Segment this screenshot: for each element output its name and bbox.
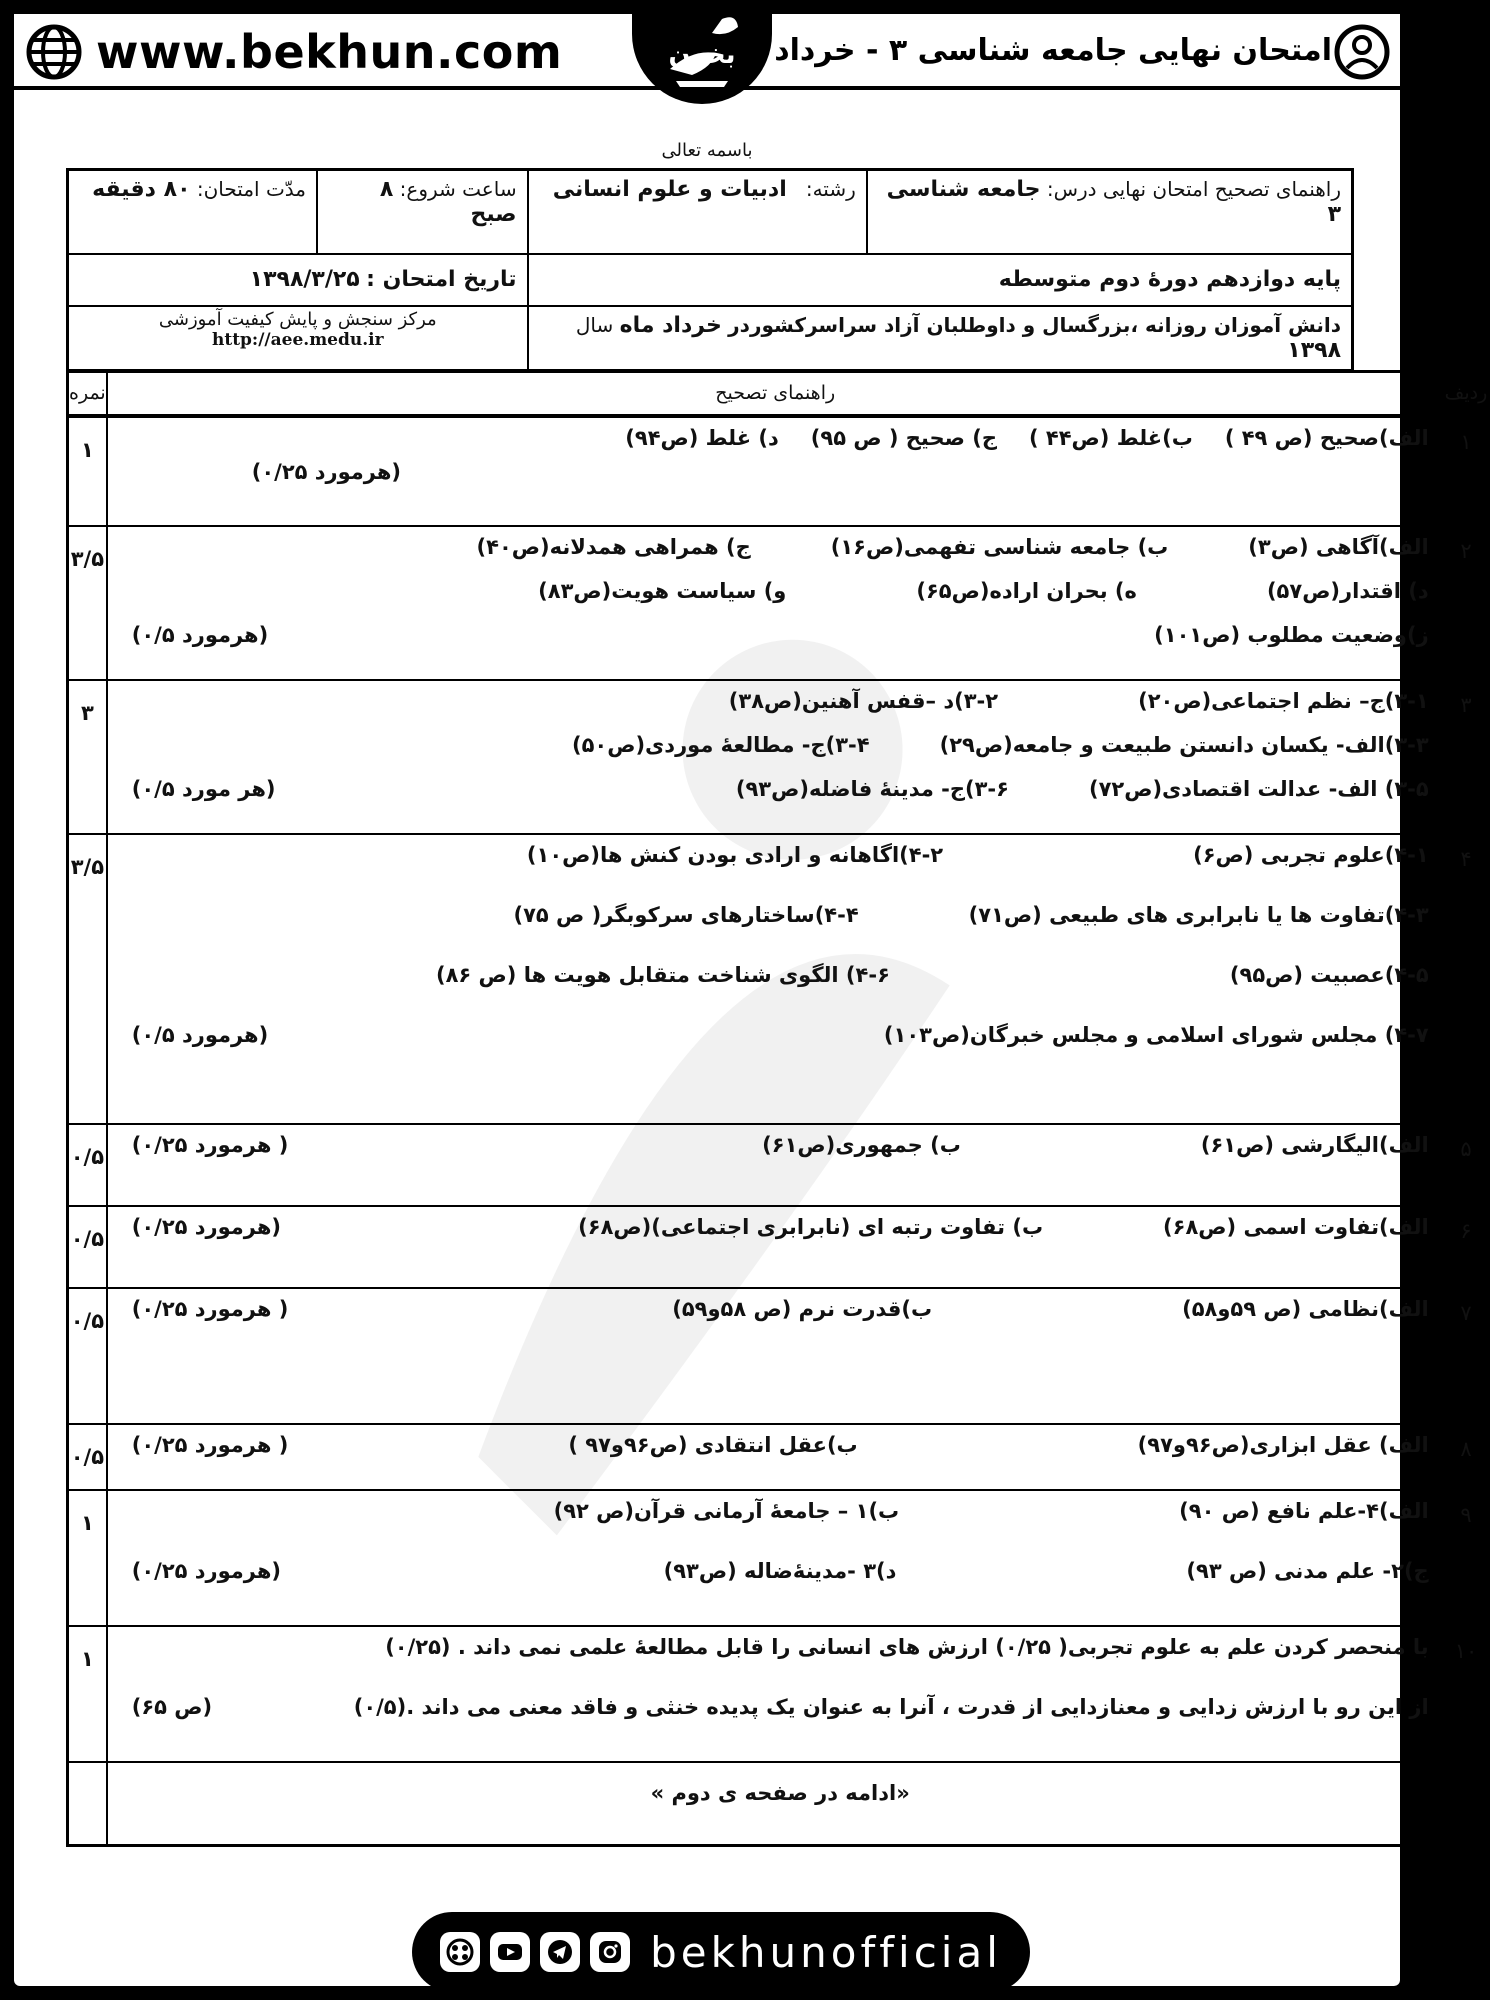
question-number: ۶ <box>1444 1206 1489 1288</box>
answer-cell <box>107 1626 1444 1762</box>
audience-month: خرداد ماه <box>619 312 722 338</box>
answer-item: الف)صحیح (ص ۴۹ ) <box>1224 425 1429 450</box>
header-score: نمره <box>68 372 107 416</box>
question-score: ۳/۵ <box>68 526 107 680</box>
header-row: ردیف <box>1444 372 1489 416</box>
answer-key-table <box>66 370 1490 1847</box>
continued-row <box>68 1762 1489 1846</box>
instagram-icon[interactable] <box>590 1932 630 1972</box>
question-score: ۱ <box>68 1490 107 1626</box>
question-row <box>68 1206 1489 1288</box>
audience-year: ۱۳۹۸ <box>1287 337 1341 363</box>
date-label: تاریخ امتحان : <box>366 267 517 292</box>
answer-item: د) غلط (ص۹۴) <box>625 425 779 450</box>
answer-item: ۴-۶) الگوی شناخت متقابل هویت ها (ص ۸۶) <box>435 962 890 987</box>
question-score: ۰/۵ <box>68 1424 107 1490</box>
answer-item: ۴-۳)تفاوت ها یا نابرابری های طبیعی (ص۷۱) <box>968 902 1429 927</box>
question-row <box>68 416 1489 526</box>
score-note: (هرمورد ۰/۵) <box>131 1022 269 1047</box>
answer-item: ۳-۲)د –قفس آهنین(ص۳۸) <box>728 688 999 713</box>
duration-value: ۸۰ دقیقه <box>92 177 191 202</box>
grade-text: پایه دوازدهم دورهٔ دوم متوسطه <box>998 267 1341 292</box>
answer-item: ۴-۱)علوم تجربی (ص۶) <box>1193 842 1429 867</box>
answer-item: ب)غلط (ص۴۴ ) <box>1028 425 1193 450</box>
question-number: ۹ <box>1444 1490 1489 1626</box>
site-link[interactable] <box>26 22 562 82</box>
question-number: ۱ <box>1444 416 1489 526</box>
answer-item: ب) تفاوت رتبه ای (نابرابری اجتماعی)(ص۶۸) <box>578 1214 1044 1239</box>
answer-item: ج) صحیح ( ص ۹۵) <box>810 425 997 450</box>
question-row <box>68 1288 1489 1424</box>
answer-item: و) سیاست هویت(ص۸۳) <box>538 578 787 603</box>
score-note: (هر مورد ۰/۵) <box>131 776 276 801</box>
question-number: ۴ <box>1444 834 1489 1124</box>
answer-cell <box>107 526 1444 680</box>
question-number: ۲ <box>1444 526 1489 680</box>
header-bar <box>14 14 1400 90</box>
field-cell <box>528 170 867 254</box>
answer-cell <box>107 1206 1444 1288</box>
question-number: ۳ <box>1444 680 1489 834</box>
question-number: ۱۰ <box>1444 1626 1489 1762</box>
answer-item: ۳-۴)ج- مطالعۀ موردی(ص۵۰) <box>571 732 870 757</box>
answer-item: ۳-۳)الف- یکسان دانستن طبیعت و جامعه(ص۲۹) <box>939 732 1429 757</box>
answer-cell <box>107 1124 1444 1206</box>
question-number: ۸ <box>1444 1424 1489 1490</box>
answer-item: ۴-۴)ساختارهای سرکوبگر( ص ۷۵) <box>513 902 859 927</box>
answer-item: الف)الیگارشی (ص۶۱) <box>1200 1132 1429 1157</box>
question-number: ۷ <box>1444 1288 1489 1424</box>
score-note: ( هرمورد ۰/۲۵) <box>131 1296 289 1321</box>
course-label: راهنمای تصحیح امتحان نهایی درس: <box>1046 177 1341 201</box>
basmala: باسمه تعالی <box>661 140 753 161</box>
duration-label: مدّت امتحان: <box>196 177 306 201</box>
answer-item: ج)۲- علم مدنی (ص ۹۳) <box>1186 1558 1429 1583</box>
center-cell <box>68 306 528 371</box>
answer-cell <box>107 834 1444 1124</box>
question-row <box>68 680 1489 834</box>
question-number: ۵ <box>1444 1124 1489 1206</box>
answer-item: الف)تفاوت اسمی (ص۶۸) <box>1163 1214 1429 1239</box>
answer-item: الف)نظامی (ص ۵۹و۵۸) <box>1182 1296 1429 1321</box>
exam-info-table <box>66 168 1354 372</box>
answer-item: الف)آگاهی (ص۳) <box>1248 534 1429 559</box>
answer-item: الف)۴-علم نافع (ص ۹۰) <box>1179 1498 1429 1523</box>
answer-item: د) اقتدار(ص۵۷) <box>1266 578 1429 603</box>
answer-item: ب)قدرت نرم (ص ۵۸و۵۹) <box>672 1296 933 1321</box>
telegram-icon[interactable] <box>540 1932 580 1972</box>
user-icon <box>1334 24 1390 80</box>
question-score: ۳ <box>68 680 107 834</box>
social-handle[interactable]: bekhunofficial <box>650 1927 1002 1977</box>
question-score: ۳/۵ <box>68 834 107 1124</box>
score-note: (هرمورد ۰/۲۵) <box>131 1214 282 1239</box>
answer-item: ۴-۲)اگاهانه و ارادی بودن کنش ها(ص۱۰) <box>526 842 944 867</box>
question-score: ۱ <box>68 1626 107 1762</box>
answer-text: با منحصر کردن علم به علوم تجربی( ۰/۲۵) ارزش های انسانی را قابل مطالعۀ علمی نمی داند . (۰/۲۵) <box>385 1634 1429 1659</box>
field-value: ادبیات و علوم انسانی <box>552 177 787 202</box>
date-cell <box>68 254 528 306</box>
answer-text: از این رو با ارزش زدایی و معنازدایی از قدرت ، آنرا به عنوان یک پدیده خنثی و فاقد معنی می داند .(۰/۵) <box>353 1694 1429 1719</box>
answer-cell <box>107 1424 1444 1490</box>
answer-cell <box>107 1490 1444 1626</box>
question-row <box>68 526 1489 680</box>
question-score: ۰/۵ <box>68 1288 107 1424</box>
score-note: (هرمورد ۰/۲۵) <box>131 1558 282 1583</box>
answer-item: ه) بحران اراده(ص۶۵) <box>916 578 1137 603</box>
answer-sheet <box>14 14 1488 1986</box>
answer-item: ب)۱ – جامعۀ آرمانی قرآن(ص ۹۲) <box>553 1498 900 1523</box>
answer-item: ب)عقل انتقادی (ص۹۶و۹۷ ) <box>568 1432 858 1457</box>
answer-item: ۴-۵)عصبیت (ص۹۵) <box>1229 962 1429 987</box>
center-name: مرکز سنجش و پایش کیفیت آموزشی <box>158 308 437 330</box>
score-note: (هرمورد ۰/۲۵) <box>251 459 402 484</box>
question-row <box>68 1626 1489 1762</box>
start-value: ۸ صبح <box>379 177 517 227</box>
field-label: رشته: <box>805 177 856 201</box>
logo-text: بخون <box>668 40 736 70</box>
answer-cell <box>107 680 1444 834</box>
aparat-icon[interactable] <box>440 1932 480 1972</box>
start-time-cell <box>317 170 528 254</box>
page-reference: (ص ۶۵) <box>131 1694 213 1719</box>
audience-cell <box>528 306 1353 371</box>
audience-year-label: سال <box>575 312 614 337</box>
answer-item: د)۳ -مدینۀضاله (ص۹۳) <box>663 1558 897 1583</box>
answer-item: ز)وضعیت مطلوب (ص۱۰۱) <box>1154 622 1429 647</box>
answer-item: ۴-۷) مجلس شورای اسلامی و مجلس خبرگان(ص۱۰۳) <box>883 1022 1429 1047</box>
score-note: (هرمورد ۰/۵) <box>131 622 269 647</box>
exam-title: امتحان نهایی جامعه شناسی ۳ - خرداد ۹۸ <box>727 33 1332 68</box>
course-cell <box>867 170 1353 254</box>
answer-item: ج) همراهی همدلانه(ص۴۰) <box>476 534 751 559</box>
answer-item: ب) جامعه شناسی تفهمی(ص۱۶) <box>830 534 1169 559</box>
globe-icon <box>26 24 82 80</box>
start-label: ساعت شروع: <box>399 177 517 201</box>
question-row <box>68 1424 1489 1490</box>
score-note: ( هرمورد ۰/۲۵) <box>131 1432 289 1457</box>
audience-text: دانش آموزان روزانه ،بزرگسال و داوطلبان آزاد سراسرکشوردر <box>728 312 1341 337</box>
answer-item: الف) عقل ابزاری(ص۹۶و۹۷) <box>1137 1432 1429 1457</box>
question-score: ۰/۵ <box>68 1124 107 1206</box>
course-value: جامعه شناسی ۳ <box>886 177 1341 227</box>
site-url[interactable]: www.bekhun.com <box>96 25 563 79</box>
grade-cell <box>528 254 1353 306</box>
answer-cell <box>107 416 1444 526</box>
social-footer[interactable] <box>412 1912 1030 1992</box>
header-guide: راهنمای تصحیح <box>107 372 1444 416</box>
answer-item: ۳-۶)ج- مدینۀ فاضله(ص۹۳) <box>735 776 1009 801</box>
answer-cell <box>107 1288 1444 1424</box>
date-value: ۱۳۹۸/۳/۲۵ <box>249 267 360 292</box>
center-url[interactable]: http://aee.medu.ir <box>211 329 384 350</box>
question-score: ۰/۵ <box>68 1206 107 1288</box>
continued-note: «ادامه در صفحه ی دوم » <box>107 1762 1444 1846</box>
question-row <box>68 834 1489 1124</box>
answer-item: ۳-۵) الف- عدالت اقتصادی(ص۷۲) <box>1088 776 1429 801</box>
score-note: ( هرمورد ۰/۲۵) <box>131 1132 289 1157</box>
answer-item: ۳-۱)ج– نظم اجتماعی(ص۲۰) <box>1138 688 1429 713</box>
question-row <box>68 1490 1489 1626</box>
duration-cell <box>68 170 318 254</box>
question-row <box>68 1124 1489 1206</box>
youtube-icon[interactable] <box>490 1932 530 1972</box>
question-score: ۱ <box>68 416 107 526</box>
answer-item: ب) جمهوری(ص۶۱) <box>762 1132 961 1157</box>
